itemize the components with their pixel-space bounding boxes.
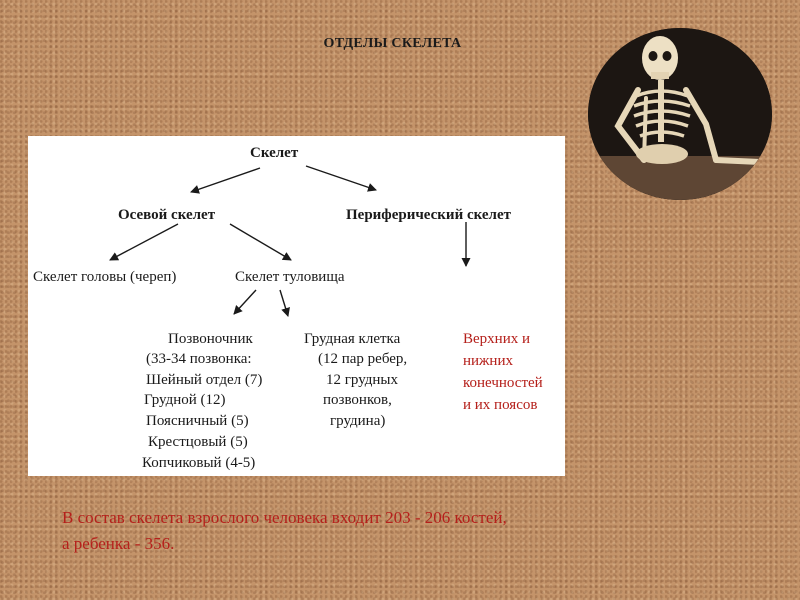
limbs-note (463, 328, 593, 416)
spine-line: Позвоночник (168, 331, 253, 347)
arrow-root-to-axial (191, 168, 260, 192)
footer-line: В состав скелета взрослого человека входит 203 - 206 костей, (62, 508, 507, 527)
chest-line: 12 грудных (326, 372, 398, 388)
chest-line: грудина) (330, 413, 386, 429)
footer-line: а ребенка - 356. (62, 534, 175, 553)
arrow-axial-to-trunk (230, 224, 291, 260)
node-axial-skeleton: Осевой скелет (118, 207, 216, 223)
arrow-root-to-peripheral (306, 166, 376, 190)
spine-line: Поясничный (5) (146, 413, 249, 429)
node-skeleton: Скелет (250, 145, 299, 161)
node-peripheral-skeleton: Периферический скелет (346, 207, 511, 223)
spine-line: (33-34 позвонка: (146, 351, 252, 367)
limbs-note-line: нижних (463, 353, 513, 369)
skeleton-structure-diagram (28, 136, 565, 476)
spine-line: Шейный отдел (7) (146, 372, 263, 388)
spine-line: Копчиковый (4-5) (142, 455, 256, 471)
chest-line: Грудная клетка (304, 331, 401, 347)
limbs-note-line: Верхних и (463, 331, 530, 347)
arrow-trunk-to-chest (280, 290, 288, 316)
limbs-note-line: конечностей (463, 375, 543, 391)
spine-line: Крестцовый (5) (148, 434, 248, 450)
skeleton-photo (588, 28, 772, 200)
chest-line: позвонков, (323, 392, 392, 408)
node-head-skeleton: Скелет головы (череп) (33, 269, 177, 285)
arrow-axial-to-head (110, 224, 178, 260)
arrow-trunk-to-spine (234, 290, 256, 314)
bone-count-note (62, 505, 782, 557)
slide-title: ОТДЕЛЫ СКЕЛЕТА (323, 36, 462, 51)
chest-line: (12 пар ребер, (318, 351, 408, 367)
node-trunk-skeleton: Скелет туловища (235, 269, 345, 285)
limbs-note-line: и их поясов (463, 397, 538, 413)
spine-line: Грудной (12) (144, 392, 226, 408)
